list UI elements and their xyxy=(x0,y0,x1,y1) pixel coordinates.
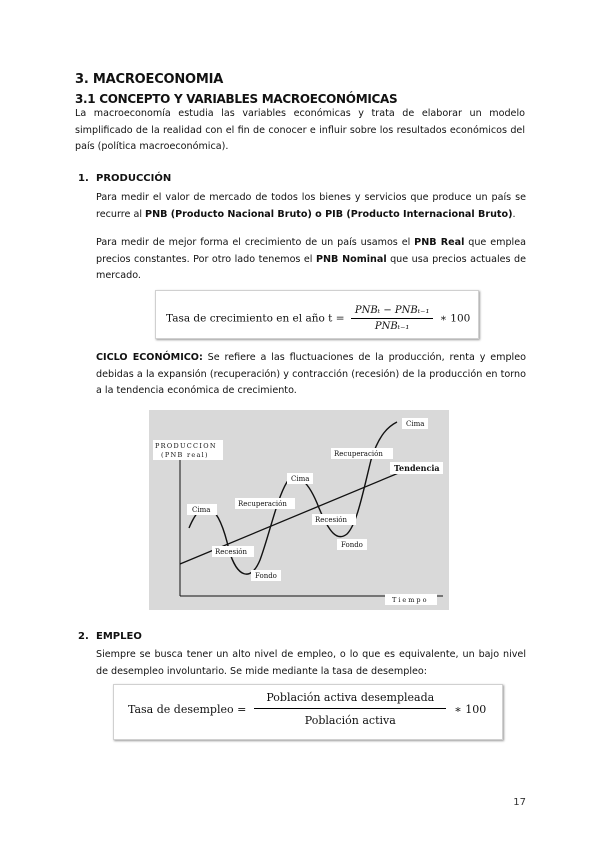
growth-rate-formula-box xyxy=(155,290,479,339)
s2-number: 2. xyxy=(78,631,89,642)
page-number: 17 xyxy=(513,797,526,808)
s1-heading: PRODUCCIÓN xyxy=(96,173,172,184)
label-fondo-1: Fondo xyxy=(255,572,277,580)
label-tendencia: Tendencia xyxy=(394,463,440,473)
growth-formula-lhs: Tasa de crecimiento en el año t = xyxy=(166,312,345,325)
label-fondo-2: Fondo xyxy=(341,541,363,549)
intro-paragraph: La macroeconomía estudia las variables económicas y trata de elaborar un modelo simplificado de la realidad con el fin de conocer e influir sobre los resultados económicos del país (política macroeconómica). xyxy=(75,108,525,152)
unemployment-formula-multiplier: ∗ 100 xyxy=(454,702,487,716)
s1-p2-text-c: que emplea precios constantes. Por otro lado tenemos el xyxy=(96,237,527,265)
label-cima-1: Cima xyxy=(192,506,211,514)
label-cima-3: Cima xyxy=(406,420,425,428)
s1-p2-text-a: Para medir de mejor forma el crecimiento de un país usamos el xyxy=(96,237,415,248)
label-recuperacion-1: Recuperación xyxy=(238,500,287,508)
ciclo-paragraph xyxy=(96,350,526,400)
ylabel-line1: PRODUCCION xyxy=(155,442,217,450)
business-cycle-svg xyxy=(149,410,449,610)
ylabel-line2: (PNB real) xyxy=(161,451,209,459)
section-title: 3. MACROECONOMIA xyxy=(75,72,224,87)
ciclo-text: Se refiere a las fluctuaciones de la producción, renta y empleo debidas a la expansión (recuperación) y contracción (recesión) de la producción en torno a la tendencia económica de crecimiento. xyxy=(96,352,526,396)
business-cycle-chart xyxy=(149,410,449,610)
unemployment-formula-numerator: Población activa desempleada xyxy=(254,691,446,709)
growth-formula-numerator: PNBₜ − PNBₜ₋₁ xyxy=(351,305,434,319)
s1-paragraph-1 xyxy=(96,190,526,223)
s1-p1-bold: PNB (Producto Nacional Bruto) o PIB (Producto Internacional Bruto) xyxy=(145,208,513,220)
label-recuperacion-2: Recuperación xyxy=(334,450,383,458)
s2-paragraph: Siempre se busca tener un alto nivel de empleo, o lo que es equivalente, un bajo nivel de desempleo involuntario. Se mide mediante la tasa de desempleo: xyxy=(96,649,526,677)
unemployment-formula-denominator: Población activa xyxy=(304,714,396,727)
s1-paragraph-2 xyxy=(96,235,526,285)
unemployment-formula-fraction xyxy=(254,691,446,727)
growth-formula-fraction xyxy=(351,305,434,332)
s1-number: 1. xyxy=(78,173,89,184)
unemployment-formula-lhs: Tasa de desempleo = xyxy=(128,702,247,716)
label-cima-2: Cima xyxy=(291,475,310,483)
xlabel: Tiempo xyxy=(392,596,429,604)
unemployment-formula xyxy=(128,691,486,727)
s1-p2-text-e: que usa precios actuales de mercado. xyxy=(96,253,526,281)
unemployment-formula-box xyxy=(113,684,503,740)
growth-formula-denominator: PNBₜ₋₁ xyxy=(374,321,410,332)
label-recesion-1: Recesión xyxy=(215,548,248,556)
s1-p1-text-a: Para medir el valor de mercado de todos los bienes y servicios que produce un país se recurre al xyxy=(96,192,526,220)
s2-heading: EMPLEO xyxy=(96,631,142,642)
s1-p2-bold-real: PNB Real xyxy=(414,237,465,248)
section-subtitle: 3.1 CONCEPTO Y VARIABLES MACROECONÓMICAS xyxy=(75,92,398,106)
s1-p1-text-c: . xyxy=(512,208,516,220)
ciclo-label: CICLO ECONÓMICO: xyxy=(96,352,203,363)
s1-p2-bold-nominal: PNB Nominal xyxy=(315,253,387,265)
label-recesion-2: Recesión xyxy=(315,516,348,524)
growth-rate-formula xyxy=(166,305,470,332)
growth-formula-multiplier: ∗ 100 xyxy=(439,312,471,325)
